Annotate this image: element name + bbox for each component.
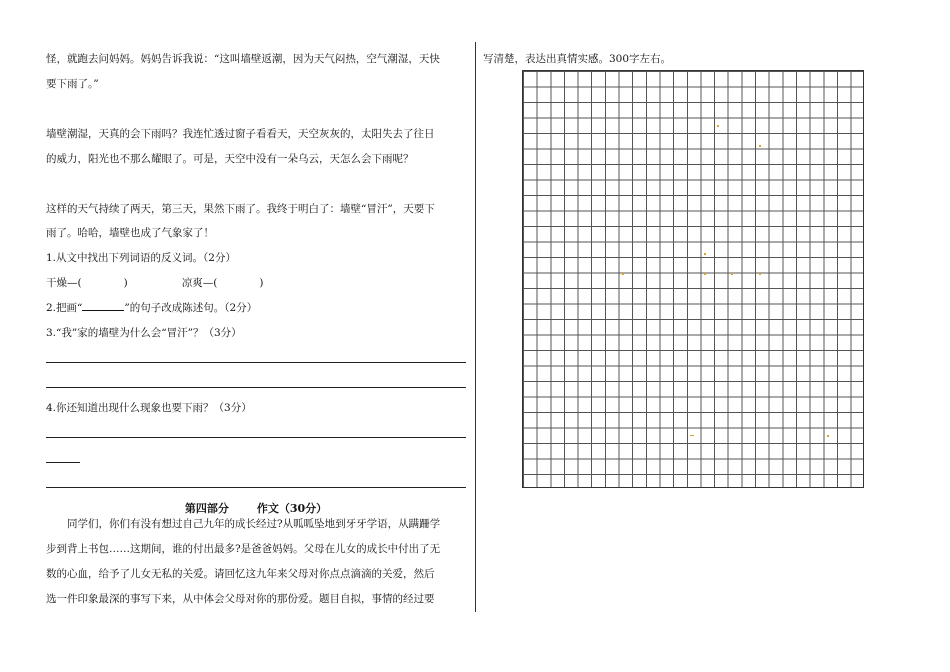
grid-speck bbox=[759, 273, 761, 275]
q2-suffix: ”的句子改成陈述句。（2分） bbox=[124, 302, 258, 314]
question-4: 4.你还知道出现什么现象也要下雨？（3分） bbox=[46, 402, 252, 414]
question-2 bbox=[46, 300, 257, 315]
passage-line-1: 怪，就跑去问妈妈。妈妈告诉我说：“这叫墙壁返潮，因为天气闷热，空气潮湿，天快 bbox=[46, 53, 440, 65]
grid-speck bbox=[731, 273, 733, 275]
answer-line-q3-1[interactable] bbox=[46, 362, 466, 363]
grid-speck bbox=[827, 435, 829, 437]
section-4-heading bbox=[46, 500, 466, 516]
passage-line-4: 的威力，阳光也不那么耀眼了。可是，天空中没有一朵乌云，天怎么会下雨呢？ bbox=[46, 153, 414, 165]
grid-speck bbox=[622, 273, 624, 275]
essay-prompt-line-4: 选一件印象最深的事写下来，从中体会父母对你的那份爱。题目自拟，事情的经过要 bbox=[46, 593, 435, 605]
passage-line-6: 雨了。哈哈，墙壁也成了气象家了！ bbox=[46, 227, 214, 239]
answer-line-q3-2[interactable] bbox=[46, 387, 466, 388]
answer-line-q4-1[interactable] bbox=[46, 437, 466, 438]
essay-requirement: 写清楚，表达出真情实感。300字左右。 bbox=[483, 53, 672, 65]
answer-line-q4-2[interactable] bbox=[46, 487, 466, 488]
q2-underline-blank bbox=[82, 300, 124, 311]
question-3: 3.“我”家的墙壁为什么会“冒汗”？（3分） bbox=[46, 327, 242, 339]
essay-writing-grid[interactable] bbox=[522, 70, 864, 488]
q1-item2-prefix: 凉爽—( bbox=[181, 277, 218, 289]
q1-item1-suffix: ) bbox=[123, 277, 128, 289]
section-4-part-label: 第四部分 bbox=[184, 502, 229, 515]
passage-line-2: 要下雨了。” bbox=[46, 78, 99, 90]
grid-speck bbox=[690, 435, 694, 436]
grid-speck bbox=[717, 125, 719, 127]
passage-line-5: 这样的天气持续了两天，第三天，果然下雨了。我终于明白了：墙壁“冒汗”，天要下 bbox=[46, 203, 435, 215]
q2-prefix: 2.把画“ bbox=[46, 302, 83, 314]
passage-line-3: 墙壁潮湿，天真的会下雨吗？我连忙透过窗子看看天，天空灰灰的，太阳失去了往日 bbox=[46, 128, 435, 140]
essay-prompt-line-3: 数的心血，给予了儿女无私的关爱。请回忆这九年来父母对你点点滴滴的关爱，然后 bbox=[46, 568, 435, 580]
question-1: 1.从文中找出下列词语的反义词。（2分） bbox=[46, 252, 236, 264]
essay-prompt-line-2: 步到背上书包……这期间，谁的付出最多?是爸爸妈妈。父母在儿女的成长中付出了无 bbox=[46, 543, 441, 555]
column-divider bbox=[475, 42, 476, 612]
grid-speck bbox=[759, 145, 761, 147]
grid-speck bbox=[704, 273, 706, 275]
q1-item2-suffix: ) bbox=[259, 277, 264, 289]
essay-prompt-line-1: 同学们，你们有没有想过自己九年的成长经过?从呱呱坠地到牙牙学语，从蹒跚学 bbox=[67, 518, 441, 530]
question-1-items bbox=[46, 276, 263, 290]
grid-speck bbox=[704, 253, 706, 255]
section-4-title: 作文（30分） bbox=[256, 502, 328, 515]
answer-line-q4-short[interactable] bbox=[46, 462, 80, 463]
q1-item1-prefix: 干燥—( bbox=[46, 277, 82, 289]
